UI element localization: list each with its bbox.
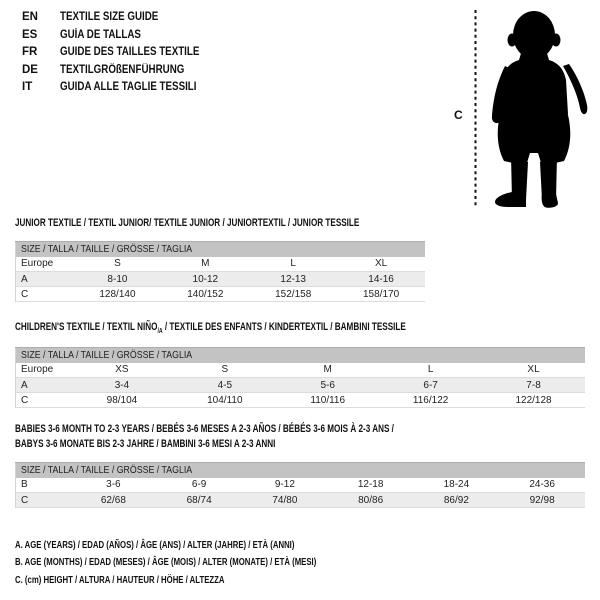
table-row-height bbox=[16, 493, 586, 508]
value-cell: 128/140 bbox=[99, 288, 136, 300]
table-row-age bbox=[16, 272, 426, 287]
value-cell: M bbox=[201, 258, 210, 270]
table-row-age-months bbox=[16, 478, 586, 493]
size-header-row bbox=[16, 463, 586, 478]
value-cell: XS bbox=[115, 364, 129, 376]
language-code: FR bbox=[22, 46, 38, 58]
value-cell: 4-5 bbox=[217, 379, 233, 391]
value-cell: L bbox=[290, 258, 296, 270]
value-cell: 110/116 bbox=[310, 394, 346, 406]
language-title: GUIDE DES TAILLES TEXTILE bbox=[60, 46, 200, 58]
language-row-fr bbox=[22, 44, 224, 62]
row-label-cell: A bbox=[21, 273, 28, 285]
language-code: IT bbox=[22, 81, 33, 93]
language-title: TEXTILE SIZE GUIDE bbox=[60, 11, 159, 23]
baby-silhouette-shape bbox=[492, 11, 587, 208]
language-title: GUÍA DE TALLAS bbox=[60, 28, 141, 41]
language-title: GUIDA ALLE TAGLIE TESSILI bbox=[60, 81, 197, 93]
babies-section-title bbox=[15, 422, 527, 451]
table-row-age bbox=[16, 378, 586, 393]
value-cell: 12-18 bbox=[357, 479, 384, 491]
language-title: TEXTILGRÖßENFÜHRUNG bbox=[60, 63, 185, 76]
value-cell: 92/98 bbox=[529, 494, 555, 506]
babies-title-line1: BABIES 3-6 MONTH TO 2-3 YEARS / BEBÉS 3-6 MESES A 2-3 AÑOS / BÉBÉS 3-6 MOIS À 2-3 ANS / bbox=[15, 423, 394, 435]
height-figure bbox=[450, 8, 595, 208]
table-row-height bbox=[16, 393, 586, 408]
children-title-text bbox=[15, 321, 406, 335]
language-row-de bbox=[22, 62, 224, 80]
babies-size-table bbox=[15, 462, 585, 508]
value-cell: 24-36 bbox=[529, 479, 555, 491]
size-header-text: SIZE / TALLA / TAILLE / GRÖSSE / TAGLIA bbox=[21, 243, 193, 255]
babies-title-line2: BABYS 3-6 MONATE BIS 2-3 JAHRE / BAMBINI 3-6 MESI A 2-3 ANNI bbox=[15, 437, 276, 450]
children-section-title bbox=[15, 321, 543, 335]
legend-notes bbox=[15, 537, 422, 589]
value-cell: 122/128 bbox=[515, 394, 552, 406]
row-label-cell: C bbox=[21, 394, 29, 406]
row-label-cell: C bbox=[21, 494, 29, 506]
value-cell: 9-12 bbox=[274, 479, 295, 491]
table-row-height bbox=[16, 287, 426, 302]
value-cell: 74/80 bbox=[272, 494, 298, 506]
size-header-bar bbox=[16, 348, 586, 363]
size-header-row bbox=[16, 348, 586, 363]
table-row-europe bbox=[16, 363, 586, 378]
height-measure-label: C bbox=[454, 108, 463, 122]
value-cell: 158/170 bbox=[362, 288, 400, 300]
language-row-it bbox=[22, 79, 224, 97]
value-cell: M bbox=[323, 364, 332, 376]
table-row-europe bbox=[16, 257, 426, 272]
value-cell: 6-7 bbox=[423, 379, 438, 391]
value-cell: 152/158 bbox=[275, 288, 312, 300]
size-header-bar bbox=[16, 463, 586, 478]
value-cell: 86/92 bbox=[443, 494, 469, 506]
children-title-post: / TEXTILE DES ENFANTS / KINDERTEXTIL / BAMBINI TESSILE bbox=[162, 321, 406, 333]
value-cell: S bbox=[114, 258, 121, 270]
value-cell: 10-12 bbox=[192, 273, 219, 285]
value-cell: 14-16 bbox=[368, 273, 394, 285]
value-cell: 8-10 bbox=[107, 273, 128, 285]
value-cell: XL bbox=[374, 258, 388, 270]
children-title-sub: /A bbox=[157, 328, 163, 336]
value-cell: XL bbox=[527, 364, 540, 376]
value-cell: 3-6 bbox=[106, 479, 121, 491]
note-height-cm: C. (cm) HEIGHT / ALTURA / HAUTEUR / HÖHE / ALTEZZA bbox=[15, 573, 225, 586]
value-cell: 140/152 bbox=[187, 288, 224, 300]
baby-silhouette-icon bbox=[450, 8, 595, 208]
value-cell: 62/68 bbox=[100, 494, 126, 506]
value-cell: 6-9 bbox=[191, 479, 207, 491]
note-age-years: A. AGE (YEARS) / EDAD (AÑOS) / ÂGE (ANS) / ALTER (JAHRE) / ETÀ (ANNI) bbox=[15, 539, 295, 551]
size-header-text: SIZE / TALLA / TAILLE / GRÖSSE / TAGLIA bbox=[21, 349, 193, 361]
junior-title-text: JUNIOR TEXTILE / TEXTIL JUNIOR/ TEXTILE JUNIOR / JUNIORTEXTIL / JUNIOR TESSILE bbox=[15, 217, 360, 229]
row-label-cell: Europe bbox=[21, 258, 54, 270]
junior-size-table bbox=[15, 241, 425, 302]
value-cell: 116/122 bbox=[412, 394, 449, 406]
size-header-row bbox=[16, 242, 426, 257]
language-code: DE bbox=[22, 63, 38, 76]
language-row-es bbox=[22, 27, 224, 45]
language-code: EN bbox=[22, 11, 38, 23]
value-cell: 104/110 bbox=[207, 394, 243, 406]
row-label-cell: Europe bbox=[21, 364, 54, 376]
row-label-cell: A bbox=[21, 379, 28, 391]
value-cell: 5-6 bbox=[320, 379, 335, 391]
value-cell: 7-8 bbox=[526, 379, 541, 391]
value-cell: 12-13 bbox=[280, 273, 306, 285]
language-code: ES bbox=[22, 28, 38, 41]
row-label-cell: C bbox=[21, 288, 29, 300]
value-cell: L bbox=[427, 364, 434, 376]
size-header-text: SIZE / TALLA / TAILLE / GRÖSSE / TAGLIA bbox=[21, 464, 193, 476]
value-cell: 98/104 bbox=[106, 394, 138, 406]
value-cell: 68/74 bbox=[186, 494, 212, 506]
language-list bbox=[22, 9, 224, 97]
row-label-cell: B bbox=[21, 479, 28, 491]
language-row-en bbox=[22, 9, 224, 27]
value-cell: 18-24 bbox=[443, 479, 470, 491]
children-size-table bbox=[15, 347, 585, 408]
children-title-pre: CHILDREN'S TEXTILE / TEXTIL NIÑO bbox=[15, 321, 158, 333]
value-cell: 80/86 bbox=[358, 494, 384, 506]
value-cell: S bbox=[221, 364, 229, 376]
value-cell: 3-4 bbox=[114, 379, 130, 391]
junior-section-title bbox=[15, 217, 480, 229]
note-age-months: B. AGE (MONTHS) / EDAD (MESES) / ÂGE (MOIS) / ALTER (MONATE) / ETÀ (MESI) bbox=[15, 556, 317, 569]
size-header-bar bbox=[16, 242, 426, 257]
